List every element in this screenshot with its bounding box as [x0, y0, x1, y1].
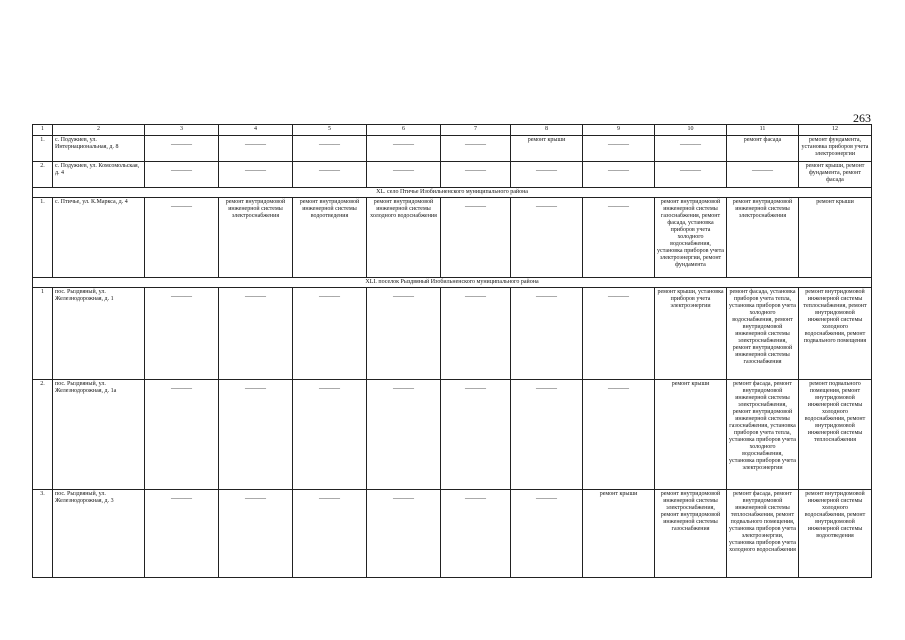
- empty-cell: [145, 136, 219, 162]
- empty-cell: [511, 162, 583, 188]
- dash-mark: ———: [319, 166, 340, 174]
- dash-mark: ———: [536, 166, 557, 174]
- dash-mark: ———: [536, 202, 557, 210]
- empty-cell: [583, 380, 655, 490]
- dash-mark: ———: [608, 202, 629, 210]
- work-cell: ремонт внутридомовой инженерной системы водоотведения: [293, 198, 367, 278]
- work-cell: ремонт крыши: [799, 198, 872, 278]
- table-row: [33, 288, 872, 380]
- section-title: XLI. поселок Рыздвяный Изобильненского муниципального района: [33, 278, 872, 288]
- dash-mark: ———: [680, 166, 701, 174]
- address-cell: с. Птичье, ул. К.Маркса, д. 4: [53, 198, 145, 278]
- dash-mark: ———: [171, 202, 192, 210]
- empty-cell: [655, 136, 727, 162]
- empty-cell: [511, 380, 583, 490]
- address-cell: пос. Рыздвяный, ул. Железнодорожная, д. 1а: [53, 380, 145, 490]
- dash-mark: ———: [536, 384, 557, 392]
- empty-cell: [145, 198, 219, 278]
- empty-cell: [367, 162, 441, 188]
- dash-mark: ———: [171, 140, 192, 148]
- work-cell: ремонт внутридомовой инженерной системы электроснабжения, ремонт внутридомовой инженерной системы газоснабжения: [655, 490, 727, 578]
- work-cell: ремонт внутридомовой инженерной системы электроснабжения: [727, 198, 799, 278]
- row-number: 2.: [33, 380, 53, 490]
- page-number: 263: [853, 111, 871, 125]
- dash-mark: ———: [608, 166, 629, 174]
- row-number: 1.: [33, 198, 53, 278]
- empty-cell: [727, 162, 799, 188]
- dash-mark: ———: [245, 166, 266, 174]
- dash-mark: ———: [465, 384, 486, 392]
- row-number: 2.: [33, 162, 53, 188]
- empty-cell: [511, 490, 583, 578]
- empty-cell: [441, 490, 511, 578]
- header-cell: 11: [727, 125, 799, 136]
- header-cell: 7: [441, 125, 511, 136]
- row-number: 1: [33, 288, 53, 380]
- empty-cell: [293, 490, 367, 578]
- dash-mark: ———: [536, 494, 557, 502]
- dash-mark: ———: [245, 140, 266, 148]
- empty-cell: [583, 162, 655, 188]
- address-cell: пос. Рыздвяный, ул. Железнодорожная, д. 3: [53, 490, 145, 578]
- empty-cell: [293, 162, 367, 188]
- dash-mark: ———: [171, 166, 192, 174]
- work-cell: ремонт внутридомовой инженерной системы холодного водоснабжения, ремонт внутридомовой инженерной системы водоотведения: [799, 490, 872, 578]
- empty-cell: [293, 288, 367, 380]
- dash-mark: ———: [465, 202, 486, 210]
- empty-cell: [219, 380, 293, 490]
- header-cell: 1: [33, 125, 53, 136]
- empty-cell: [441, 162, 511, 188]
- dash-mark: ———: [465, 292, 486, 300]
- dash-mark: ———: [245, 292, 266, 300]
- section-title: XL. село Птичье Изобильненского муниципального района: [33, 188, 872, 198]
- dash-mark: ———: [393, 166, 414, 174]
- work-cell: ремонт внутридомовой инженерной системы электроснабжения: [219, 198, 293, 278]
- header-row: [33, 125, 872, 136]
- address-cell: с. Подужиев, ул. Интернациональная, д. 8: [53, 136, 145, 162]
- section-row: [33, 278, 872, 288]
- work-cell: ремонт крыши, ремонт фундамента, ремонт фасада: [799, 162, 872, 188]
- dash-mark: ———: [319, 292, 340, 300]
- header-cell: 2: [53, 125, 145, 136]
- empty-cell: [219, 136, 293, 162]
- header-cell: 10: [655, 125, 727, 136]
- work-cell: ремонт фасада, ремонт внутридомовой инженерной системы теплоснабжения, ремонт подвального помещения, установка приборов учета электроэнергии, установка приборов учета холодного водоснабжения: [727, 490, 799, 578]
- work-cell: ремонт подвального помещения, ремонт внутридомовой инженерной системы холодного водоснабжения, ремонт внутридомовой инженерной системы теплоснабжения: [799, 380, 872, 490]
- dash-mark: ———: [171, 494, 192, 502]
- header-cell: 3: [145, 125, 219, 136]
- empty-cell: [441, 288, 511, 380]
- empty-cell: [441, 136, 511, 162]
- work-cell: ремонт крыши: [583, 490, 655, 578]
- work-cell: ремонт внутридомовой инженерной системы газоснабжения, ремонт фасада, установка приборов учета холодного водоснабжения, установка приборов учета электроэнергии, ремонт фундамента: [655, 198, 727, 278]
- dash-mark: ———: [536, 292, 557, 300]
- empty-cell: [145, 380, 219, 490]
- dash-mark: ———: [465, 494, 486, 502]
- empty-cell: [219, 288, 293, 380]
- header-cell: 6: [367, 125, 441, 136]
- empty-cell: [219, 490, 293, 578]
- empty-cell: [219, 162, 293, 188]
- work-cell: ремонт фасада: [727, 136, 799, 162]
- dash-mark: ———: [608, 292, 629, 300]
- dash-mark: ———: [393, 494, 414, 502]
- address-cell: с. Подужиев, ул. Комсомольская, д. 4: [53, 162, 145, 188]
- dash-mark: ———: [393, 292, 414, 300]
- empty-cell: [367, 136, 441, 162]
- work-cell: ремонт крыши: [655, 380, 727, 490]
- empty-cell: [441, 380, 511, 490]
- header-cell: 5: [293, 125, 367, 136]
- dash-mark: ———: [319, 494, 340, 502]
- capital-repair-table: [32, 124, 872, 578]
- work-cell: ремонт фундамента, установка приборов учета электроэнергии: [799, 136, 872, 162]
- empty-cell: [367, 288, 441, 380]
- empty-cell: [583, 136, 655, 162]
- empty-cell: [293, 380, 367, 490]
- empty-cell: [441, 198, 511, 278]
- header-cell: 4: [219, 125, 293, 136]
- dash-mark: ———: [393, 140, 414, 148]
- empty-cell: [145, 162, 219, 188]
- address-cell: пос. Рыздвяный, ул. Железнодорожная, д. 1: [53, 288, 145, 380]
- header-cell: 12: [799, 125, 872, 136]
- dash-mark: ———: [245, 384, 266, 392]
- empty-cell: [367, 490, 441, 578]
- section-row: [33, 188, 872, 198]
- header-cell: 9: [583, 125, 655, 136]
- dash-mark: ———: [319, 384, 340, 392]
- dash-mark: ———: [393, 384, 414, 392]
- work-cell: ремонт фасада, ремонт внутридомовой инженерной системы электроснабжения, ремонт внутридомовой инженерной системы газоснабжения, установка приборов учета тепла, установка приборов учета холодного водоснабжения, установка приборов учета электроэнергии: [727, 380, 799, 490]
- dash-mark: ———: [171, 384, 192, 392]
- empty-cell: [583, 288, 655, 380]
- work-cell: ремонт крыши, установка приборов учета электроэнергии: [655, 288, 727, 380]
- empty-cell: [367, 380, 441, 490]
- dash-mark: ———: [680, 140, 701, 148]
- work-cell: ремонт внутридомовой инженерной системы холодного водоснабжения: [367, 198, 441, 278]
- table-row: [33, 162, 872, 188]
- dash-mark: ———: [319, 140, 340, 148]
- header-cell: 8: [511, 125, 583, 136]
- empty-cell: [293, 136, 367, 162]
- work-cell: ремонт крыши: [511, 136, 583, 162]
- dash-mark: ———: [608, 384, 629, 392]
- table-row: [33, 380, 872, 490]
- dash-mark: ———: [752, 166, 773, 174]
- work-cell: ремонт фасада, установка приборов учета тепла, установка приборов учета холодного водоснабжения, ремонт внутридомовой инженерной системы электроснабжения, ремонт внутридомовой инженерной системы газоснабжения: [727, 288, 799, 380]
- table-row: [33, 136, 872, 162]
- empty-cell: [145, 288, 219, 380]
- empty-cell: [655, 162, 727, 188]
- dash-mark: ———: [608, 140, 629, 148]
- empty-cell: [145, 490, 219, 578]
- table-row: [33, 198, 872, 278]
- dash-mark: ———: [465, 140, 486, 148]
- row-number: 3.: [33, 490, 53, 578]
- empty-cell: [511, 288, 583, 380]
- dash-mark: ———: [171, 292, 192, 300]
- dash-mark: ———: [465, 166, 486, 174]
- work-cell: ремонт внутридомовой инженерной системы теплоснабжения, ремонт внутридомовой инженерной системы холодного водоснабжения, ремонт подвального помещения: [799, 288, 872, 380]
- table-row: [33, 490, 872, 578]
- empty-cell: [583, 198, 655, 278]
- empty-cell: [511, 198, 583, 278]
- dash-mark: ———: [245, 494, 266, 502]
- row-number: 1.: [33, 136, 53, 162]
